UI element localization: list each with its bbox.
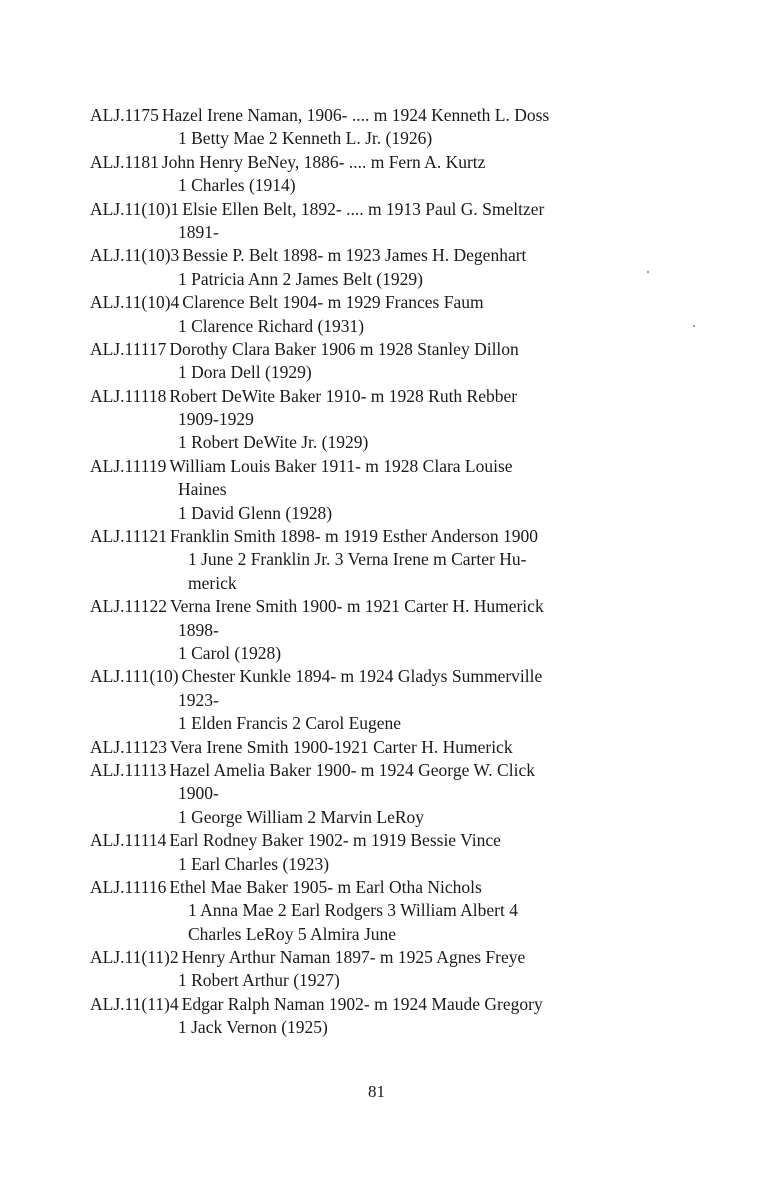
- genealogy-entry: [90, 455, 650, 525]
- entry-text: William Louis Baker 1911- m 1928 Clara Louise: [169, 455, 513, 476]
- genealogy-entry: [90, 385, 650, 455]
- genealogy-entry: [90, 244, 650, 291]
- entry-heading-line: [90, 525, 650, 548]
- entry-heading-line: [90, 665, 650, 688]
- entry-continuation-line: 1 Earl Charles (1923): [178, 853, 330, 874]
- entry-continuation-line: 1 Patricia Ann 2 James Belt (1929): [178, 268, 423, 289]
- entry-heading-line: [90, 104, 650, 127]
- entry-continuation-line: 1 Anna Mae 2 Earl Rodgers 3 William Albert 4: [188, 900, 518, 921]
- entry-continuation-line: Haines: [178, 479, 227, 500]
- entry-text: Ethel Mae Baker 1905- m Earl Otha Nichols: [169, 876, 482, 897]
- entry-code: ALJ.11117: [90, 338, 167, 359]
- genealogy-entry: [90, 104, 650, 151]
- entry-heading-line: [90, 338, 650, 361]
- entry-continuation-line: 1 Jack Vernon (1925): [178, 1017, 328, 1038]
- genealogy-entry: [90, 736, 650, 759]
- entry-heading-line: [90, 198, 650, 221]
- entry-heading-line: [90, 244, 650, 267]
- entry-continuation-line: 1909-1929: [178, 409, 254, 430]
- entry-code: ALJ.11122: [90, 596, 167, 617]
- entry-heading-line: [90, 829, 650, 852]
- genealogy-entry: [90, 665, 650, 735]
- entry-text: Elsie Ellen Belt, 1892- .... m 1913 Paul G. Smeltzer: [182, 198, 545, 219]
- entry-code: ALJ.11(10)1: [90, 198, 180, 219]
- entry-code: ALJ.11121: [90, 526, 167, 547]
- entry-code: ALJ.11119: [90, 455, 167, 476]
- speck-mark: [693, 325, 695, 327]
- entry-code: ALJ.11118: [90, 385, 167, 406]
- entry-heading-line: [90, 291, 650, 314]
- entry-text: Verna Irene Smith 1900- m 1921 Carter H. Humerick: [169, 596, 544, 617]
- entry-continuation-line: 1 David Glenn (1928): [178, 502, 333, 523]
- entry-heading-line: [90, 151, 650, 174]
- entry-continuation-line: 1900-: [178, 783, 219, 804]
- entry-heading-line: [90, 595, 650, 618]
- entry-code: ALJ.11(11)2: [90, 947, 179, 968]
- entry-code: ALJ.11116: [90, 876, 167, 897]
- genealogy-entries: [90, 104, 650, 1040]
- entry-text: Clarence Belt 1904- m 1929 Frances Faum: [182, 292, 484, 313]
- entry-code: ALJ.11(10)3: [90, 245, 180, 266]
- genealogy-entry: [90, 338, 650, 385]
- entry-code: ALJ.11123: [90, 736, 167, 757]
- entry-continuation-line: 1891-: [178, 221, 219, 242]
- entry-continuation-line: 1 Robert DeWite Jr. (1929): [178, 432, 369, 453]
- entry-heading-line: [90, 876, 650, 899]
- entry-text: Earl Rodney Baker 1902- m 1919 Bessie Vince: [169, 830, 501, 851]
- genealogy-entry: [90, 595, 650, 665]
- entry-continuation-line: 1 Charles (1914): [178, 175, 296, 196]
- entry-continuation-line: Charles LeRoy 5 Almira June: [188, 923, 397, 944]
- entry-continuation-line: 1 June 2 Franklin Jr. 3 Verna Irene m Carter Hu-: [188, 549, 527, 570]
- genealogy-entry: [90, 151, 650, 198]
- genealogy-entry: [90, 525, 650, 595]
- entry-continuation-line: 1 Elden Francis 2 Carol Eugene: [178, 713, 402, 734]
- entry-continuation-line: 1 George William 2 Marvin LeRoy: [178, 806, 425, 827]
- speck-mark: [647, 271, 649, 273]
- entry-continuation-line: 1 Dora Dell (1929): [178, 362, 312, 383]
- genealogy-entry: [90, 993, 650, 1040]
- entry-text: John Henry BeNey, 1886- .... m Fern A. Kurtz: [161, 151, 486, 172]
- genealogy-entry: [90, 876, 650, 946]
- entry-text: Edgar Ralph Naman 1902- m 1924 Maude Gregory: [181, 993, 543, 1014]
- entry-code: ALJ.1175: [90, 105, 159, 125]
- entry-continuation-line: 1 Betty Mae 2 Kenneth L. Jr. (1926): [178, 128, 433, 149]
- entry-heading-line: [90, 385, 650, 408]
- entry-continuation-line: 1923-: [178, 689, 219, 710]
- entry-text: Franklin Smith 1898- m 1919 Esther Anderson 1900: [169, 526, 538, 547]
- entry-continuation-line: 1 Carol (1928): [178, 642, 282, 663]
- entry-continuation-line: merick: [188, 572, 237, 593]
- entry-code: ALJ.11113: [90, 759, 167, 780]
- entry-continuation-line: 1898-: [178, 619, 219, 640]
- entry-code: ALJ.11(11)4: [90, 993, 179, 1014]
- genealogy-entry: [90, 291, 650, 338]
- entry-heading-line: [90, 946, 650, 969]
- page-number: 81: [368, 1082, 385, 1101]
- genealogy-entry: [90, 759, 650, 829]
- entry-text: Bessie P. Belt 1898- m 1923 James H. Degenhart: [182, 245, 527, 266]
- entry-text: Hazel Amelia Baker 1900- m 1924 George W. Click: [169, 759, 535, 780]
- entry-heading-line: [90, 759, 650, 782]
- entry-text: Henry Arthur Naman 1897- m 1925 Agnes Freye: [181, 947, 526, 968]
- entry-text: Dorothy Clara Baker 1906 m 1928 Stanley Dillon: [169, 338, 519, 359]
- entry-code: ALJ.111(10): [90, 666, 179, 687]
- entry-text: Hazel Irene Naman, 1906- .... m 1924 Kenneth L. Doss: [161, 105, 550, 125]
- entry-code: ALJ.11(10)4: [90, 292, 180, 313]
- entry-heading-line: [90, 993, 650, 1016]
- entry-text: Robert DeWite Baker 1910- m 1928 Ruth Rebber: [169, 385, 518, 406]
- entry-text: Vera Irene Smith 1900-1921 Carter H. Humerick: [169, 736, 513, 757]
- entry-continuation-line: 1 Robert Arthur (1927): [178, 970, 340, 991]
- entry-text: Chester Kunkle 1894- m 1924 Gladys Summerville: [181, 666, 543, 687]
- entry-code: ALJ.1181: [90, 151, 159, 172]
- genealogy-entry: [90, 946, 650, 993]
- genealogy-entry: [90, 829, 650, 876]
- genealogy-entry: [90, 198, 650, 245]
- entry-code: ALJ.11114: [90, 830, 167, 851]
- entry-continuation-line: 1 Clarence Richard (1931): [178, 315, 365, 336]
- entry-heading-line: [90, 736, 650, 759]
- entry-heading-line: [90, 455, 650, 478]
